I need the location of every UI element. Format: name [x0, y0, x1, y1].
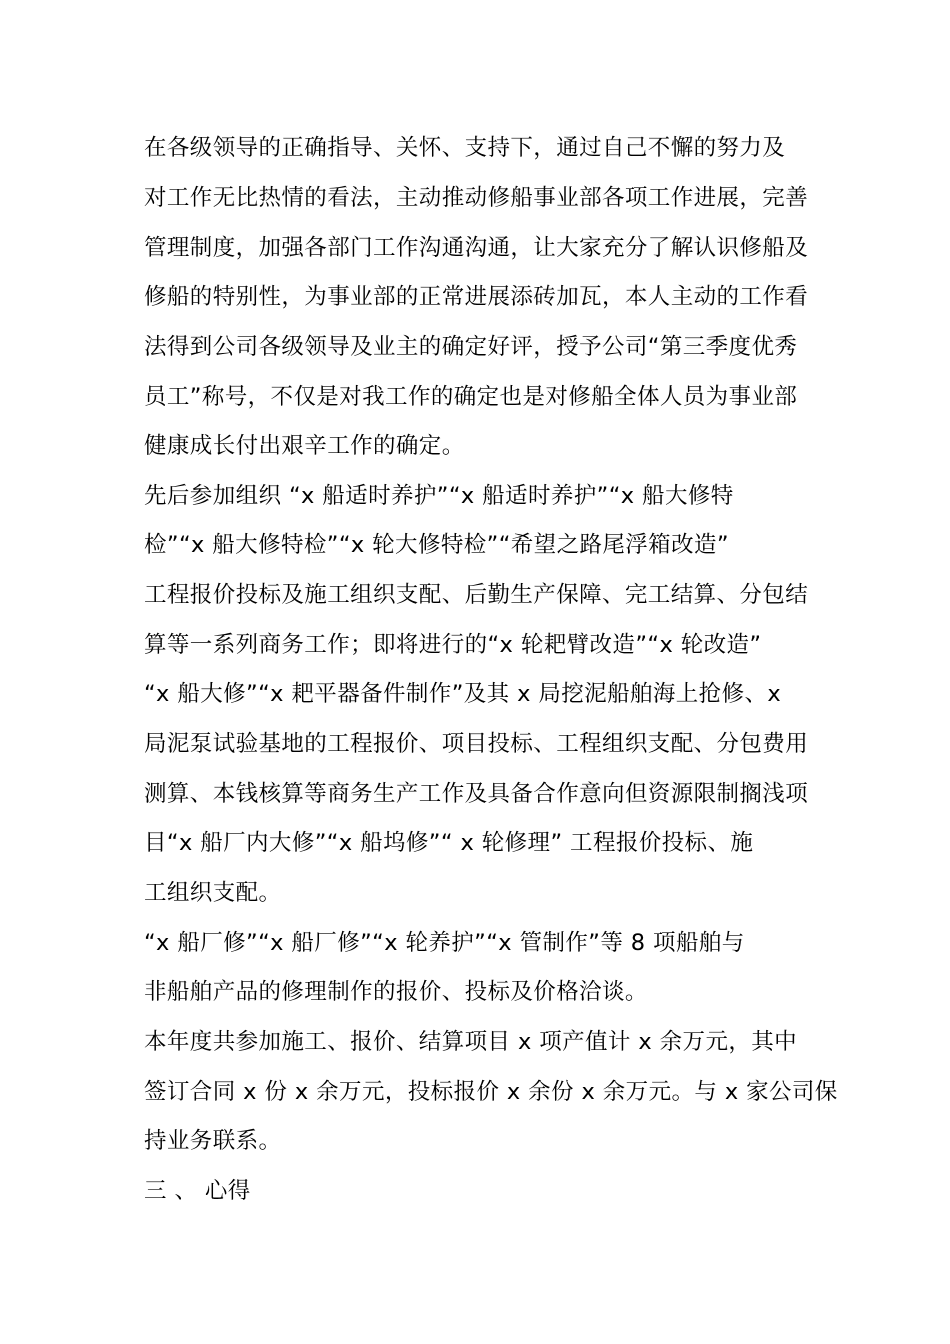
- text-line: 工组织支配。: [144, 880, 282, 906]
- section-heading: 三 、 心得: [144, 1178, 251, 1204]
- text-line: 非船舶产品的修理制作的报价、投标及价格洽谈。: [144, 979, 648, 1005]
- text-line: 员工”称号，不仅是对我工作的确定也是对修船全体人员为事业部: [144, 384, 798, 410]
- text-line: 局泥泵试验基地的工程报价、项目投标、工程组织支配、分包费用: [144, 731, 809, 757]
- text-line: 对工作无比热情的看法，主动推动修船事业部各项工作进展，完善: [144, 185, 809, 211]
- text-line: 工程报价投标及施工组织支配、后勤生产保障、完工结算、分包结: [144, 582, 809, 608]
- text-line: 管理制度，加强各部门工作沟通沟通，让大家充分了解认识修船及: [144, 235, 809, 261]
- text-line: 先后参加组织 “x 船适时养护”“x 船适时养护”“x 船大修特: [144, 483, 734, 509]
- text-line: 健康成长付出艰辛工作的确定。: [144, 433, 465, 459]
- text-line: “x 船大修”“x 耙平器备件制作”及其 x 局挖泥船舶海上抢修、x: [144, 681, 782, 707]
- text-line: 检”“x 船大修特检”“x 轮大修特检”“希望之路尾浮箱改造”: [144, 532, 729, 558]
- text-line: 签订合同 x 份 x 余万元，投标报价 x 余份 x 余万元。与 x 家公司保: [144, 1079, 838, 1105]
- text-line: 修船的特别性，为事业部的正常进展添砖加瓦，本人主动的工作看: [144, 284, 809, 310]
- text-line: 法得到公司各级领导及业主的确定好评，授予公司“第三季度优秀: [144, 334, 798, 360]
- text-line: 测算、本钱核算等商务生产工作及具备合作意向但资源限制搁浅项: [144, 781, 809, 807]
- text-line: 目“x 船厂内大修”“x 船坞修”“ x 轮修理” 工程报价投标、施: [144, 830, 754, 856]
- text-line: 持业务联系。: [144, 1128, 282, 1154]
- text-line: 本年度共参加施工、报价、结算项目 x 项产值计 x 余万元，其中: [144, 1029, 798, 1055]
- text-line: 算等一系列商务工作；即将进行的“x 轮耙臂改造”“x 轮改造”: [144, 632, 762, 658]
- text-line: “x 船厂修”“x 船厂修”“x 轮养护”“x 管制作”等 8 项船舶与: [144, 930, 745, 956]
- text-line: 在各级领导的正确指导、关怀、支持下，通过自己不懈的努力及: [144, 135, 786, 161]
